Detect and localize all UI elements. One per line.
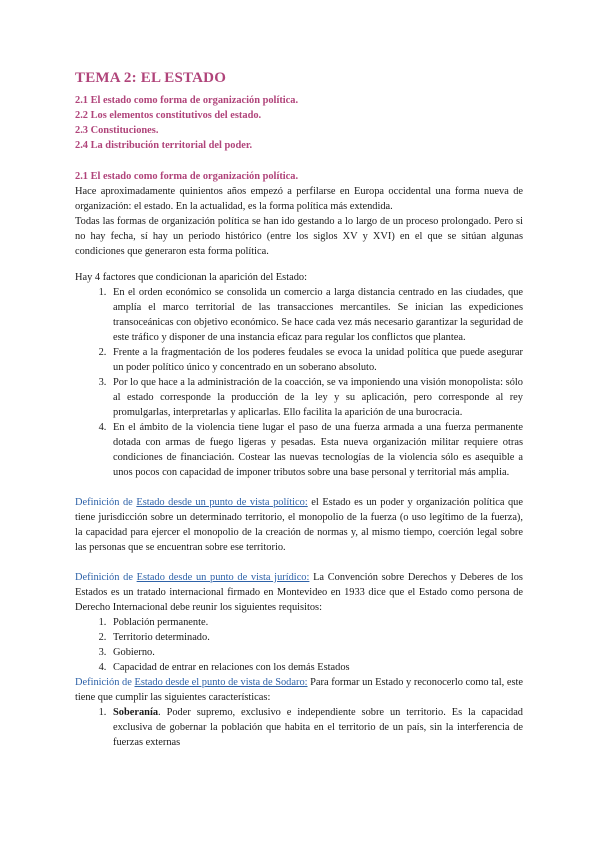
definition-link[interactable]: Estado desde un punto de vista político:	[136, 497, 308, 508]
definition-prefix: Definición de	[75, 572, 137, 583]
history-paragraph: Todas las formas de organización política se han ido gestando a lo largo de un proceso prolongado. Pero si no hay fecha, sí hay un periodo histórico (entre los siglos XV y XVI) en el que se sitúan algunas condiciones que generaron esta forma política.	[75, 216, 523, 257]
definition-link[interactable]: Estado desde un punto de vista jurídico:	[136, 572, 310, 583]
juridical-definition	[75, 570, 523, 615]
sodaro-definition	[75, 675, 523, 705]
political-definition	[75, 495, 523, 555]
list-item	[109, 705, 523, 750]
table-of-contents	[75, 93, 523, 153]
list-item: 2. Territorio determinado.	[109, 630, 523, 645]
list-item: 4. Capacidad de entrar en relaciones con los demás Estados	[109, 660, 523, 675]
definition-prefix: Definición de	[75, 677, 135, 688]
section-heading: 2.1 El estado como forma de organización política.	[75, 171, 299, 182]
definition-text: La Convención sobre Derechos y Deberes de los Estados es un tratado internacional firmado en Montevideo en 1933 dice que el Estado como persona de Derecho Internacional debe reunir los siguientes requisitos:	[75, 572, 523, 613]
list-item: 1. Población permanente.	[109, 615, 523, 630]
factors-list	[75, 285, 523, 480]
toc-item: 2.2 Los elementos constitutivos del estado.	[75, 110, 262, 121]
list-item: 4. En el ámbito de la violencia tiene lugar el paso de una fuerza armada a una fuerza permanente dotada con armas de fuego ligeras y pesadas. Esta nueva organización militar requiere otras condiciones de financiación. Costear las nuevas tecnologías de la violencia sólo es asequible a unos pocos con capacidad de imponer tributos sobre una base personal y territorial más amplia.	[109, 420, 523, 480]
factors-intro: Hay 4 factores que condicionan la aparición del Estado:	[75, 272, 307, 283]
definition-text: Para formar un Estado y reconocerlo como tal, este tiene que cumplir las siguientes características:	[75, 677, 523, 703]
toc-item: 2.4 La distribución territorial del poder.	[75, 140, 253, 151]
item-term: Soberanía	[113, 707, 159, 718]
definition-link[interactable]: Estado desde el punto de vista de Sodaro:	[134, 677, 308, 688]
list-item: 3. Gobierno.	[109, 645, 523, 660]
list-item: 2. Frente a la fragmentación de los poderes feudales se evoca la unidad política que puede asegurar un poder político único y concentrado en un soberano absoluto.	[109, 345, 523, 375]
requirements-list	[75, 615, 523, 675]
toc-item: 2.3 Constituciones.	[75, 125, 159, 136]
list-item: 3. Por lo que hace a la administración de la coacción, se va imponiendo una visión monopolista: sólo al estado corresponde la producción de la ley y su aplicación, pero corresponde al rey promulgarlas, interpretarlas y aplicarlas. Ello facilita la aparición de una burocracia.	[109, 375, 523, 420]
item-text: . Poder supremo, exclusivo e independiente sobre un territorio. Es la capacidad exclusiva de gobernar la población que habita en el territorio de un país, sin la interferencia de fuerzas externas	[113, 707, 523, 748]
toc-item: 2.1 El estado como forma de organización política.	[75, 95, 299, 106]
intro-paragraph: Hace aproximadamente quinientos años empezó a perfilarse en Europa occidental una forma nueva de organización: el estado. En la actualidad, es la forma política más extendida.	[75, 186, 523, 212]
definition-text: el Estado es un poder y organización política que tiene jurisdicción sobre un determinado territorio, el monopolio de la fuerza (o uso legítimo de la fuerza), la capacidad para ejercer el monopolio de la creación de normas y, al mismo tiempo, coerción legal sobre las personas que se encuentran sobre ese territorio.	[75, 497, 523, 553]
definition-prefix: Definición de	[75, 497, 137, 508]
list-item: 1. En el orden económico se consolida un comercio a larga distancia centrado en las ciudades, que amplía el marco territorial de las transacciones mercantiles. Se inician las expediciones transoceánicas con objetivo económico. Se hace cada vez más necesario garantizar la seguridad de este tráfico y disponer de una instancia eficaz para regular los conflictos que plantea.	[109, 285, 523, 345]
characteristics-list	[75, 705, 523, 750]
document-title: TEMA 2: EL ESTADO	[75, 70, 227, 86]
